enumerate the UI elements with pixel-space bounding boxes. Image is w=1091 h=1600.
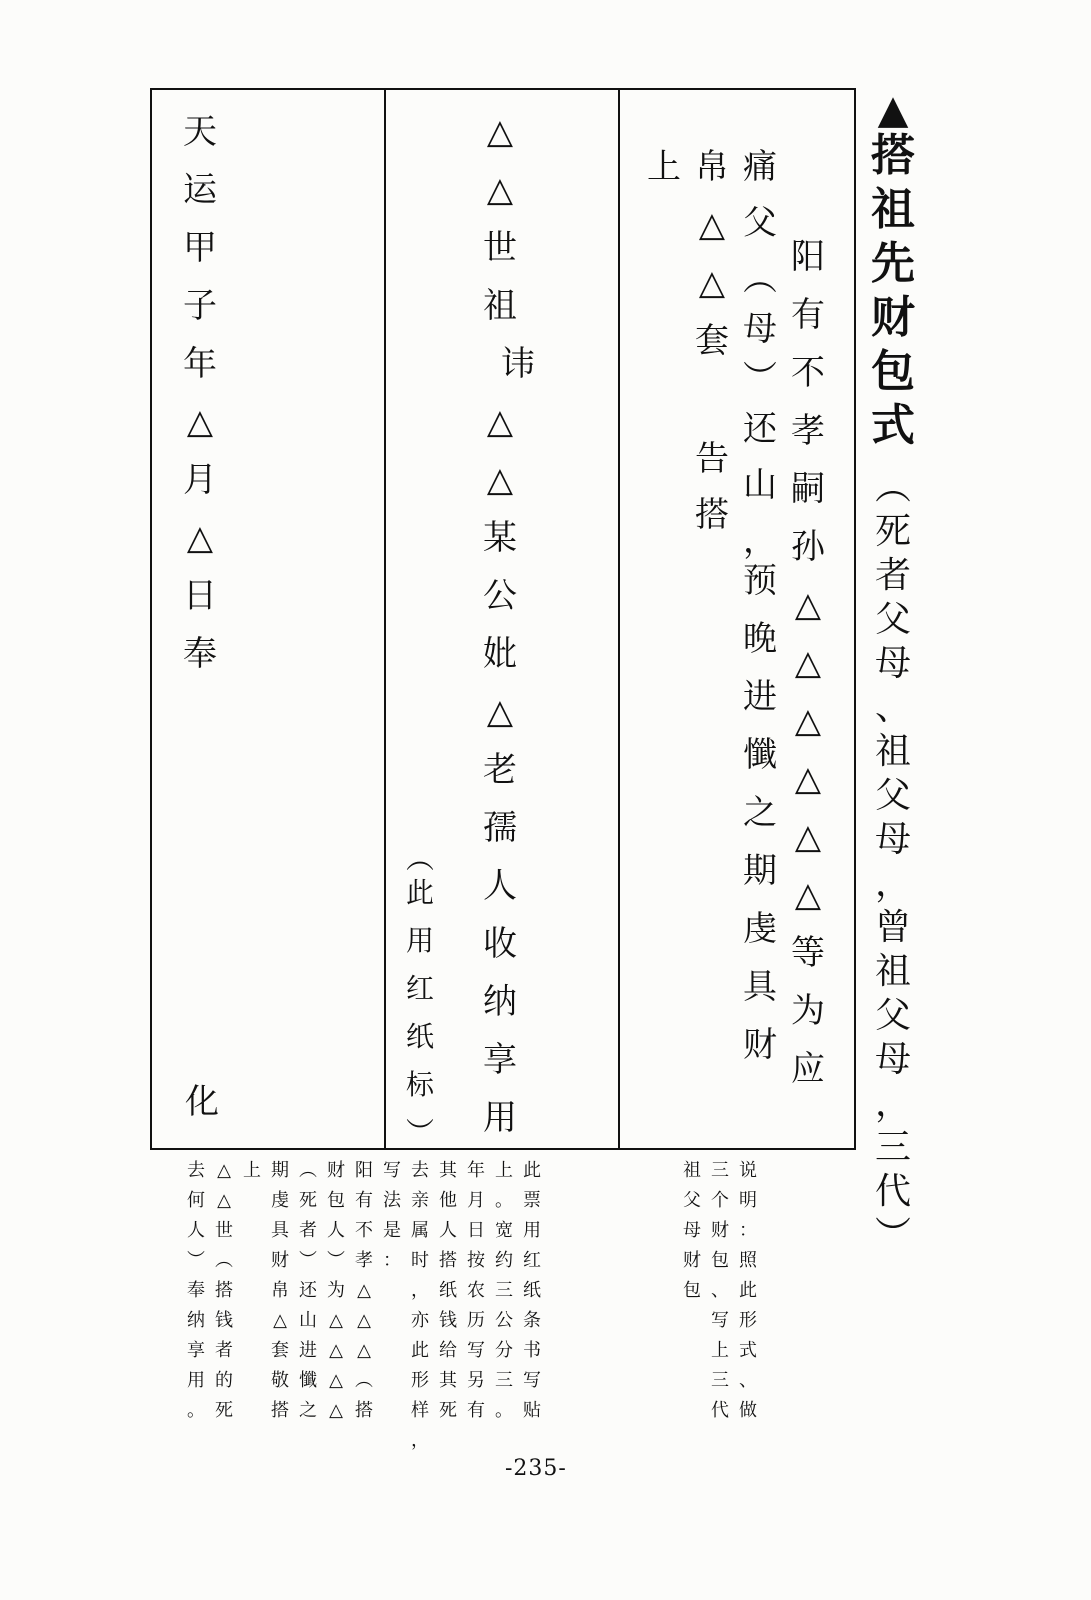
form-col-ancestor: △ △ 世 祖 讳 △ △ 某 公 妣 △ 老 孺 人 收 纳 享 用 (483, 112, 535, 1138)
triangle-marker-icon: ▲ (877, 87, 909, 133)
page-number: -235- (505, 1456, 567, 1481)
form-col-tong: 痛 父 ︵ 母 ︶ 还 山 ， 预 晚 进 懺 之 期 虔 具 财 (743, 147, 777, 1065)
column-divider (384, 90, 386, 1148)
form-col-bo: 帛 △ △ 套 告 搭 (695, 147, 729, 535)
red-paper-note: ︵ 此 用 红 纸 标 ︶ (405, 842, 434, 1149)
form-col-shang: 上 (647, 147, 681, 187)
form-col-hua: 化 (185, 1082, 219, 1122)
form-col-date: 天 运 甲 子 年 △ 月 △ 日 奉 (183, 112, 217, 674)
section-title: ▲ 搭 祖 先 财 包 式 (871, 87, 915, 451)
section-subtitle: ︵ 死 者 父 母 、 祖 父 母 ， 曾 祖 父 母 ， 三 代 ︶ (874, 467, 911, 1256)
form-col-yang: 阳 有 不 孝 嗣 孙 △ △ △ △ △ △ 等 为 应 (791, 237, 825, 1089)
column-divider (618, 90, 620, 1148)
